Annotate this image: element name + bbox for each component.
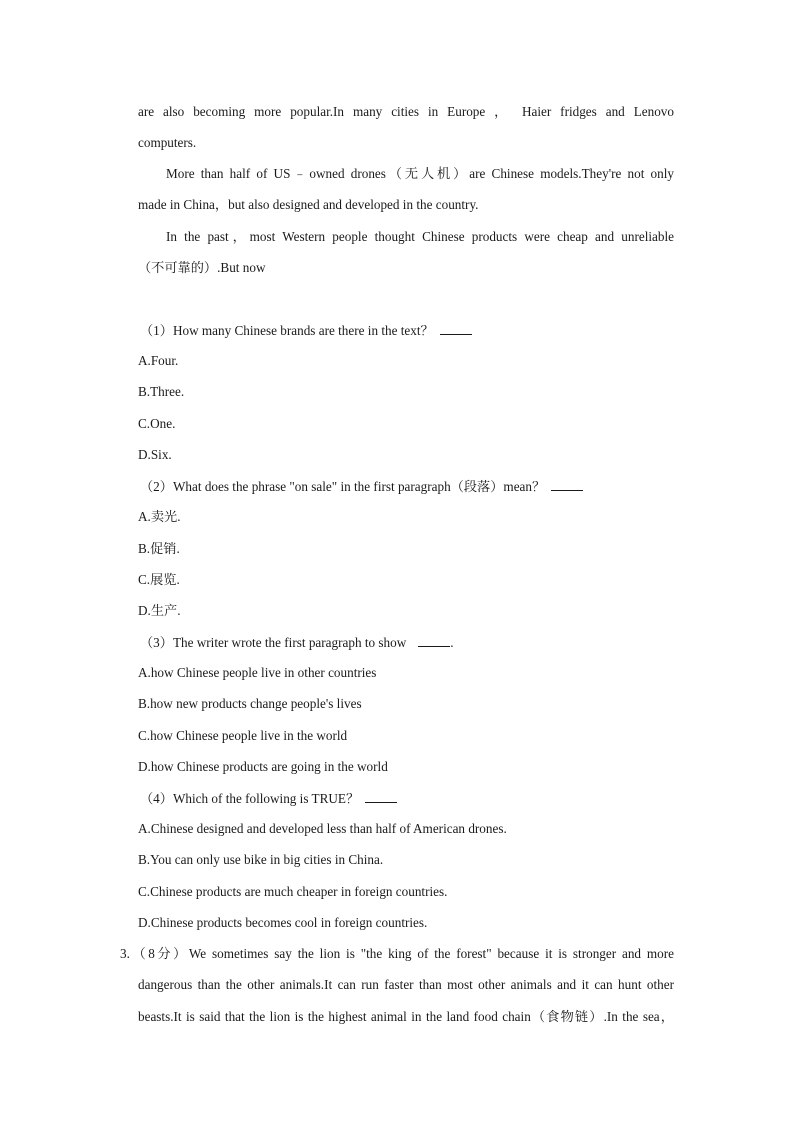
answer-blank[interactable] bbox=[551, 476, 583, 491]
question-stem bbox=[140, 632, 676, 652]
answer-option: D.how Chinese products are going in the world bbox=[138, 759, 388, 774]
answer-option: A.卖光. bbox=[138, 509, 181, 524]
question-stem bbox=[140, 788, 676, 808]
passage-line: computers. bbox=[138, 135, 197, 150]
answer-option: B.how new products change people's lives bbox=[138, 696, 362, 711]
answer-blank[interactable] bbox=[440, 320, 472, 335]
question-text: （1）How many Chinese brands are there in the text？ bbox=[140, 323, 434, 338]
passage-line: In the past，most Western people thought Chinese products were cheap and unreliable bbox=[166, 229, 674, 244]
answer-option: B.You can only use bike in big cities in China. bbox=[138, 852, 384, 867]
question-stem bbox=[140, 320, 676, 340]
answer-option: C.One. bbox=[138, 416, 176, 431]
passage-line: （不可靠的）.But now bbox=[138, 260, 266, 275]
question-end-punct: . bbox=[450, 635, 454, 650]
answer-option: D.Six. bbox=[138, 447, 172, 462]
answer-option: B.Three. bbox=[138, 384, 185, 399]
passage-line: More than half of US﹣owned drones（无人机）are Chinese models.They're not only bbox=[166, 166, 674, 181]
section-3-line: dangerous than the other animals.It can run faster than most other animals and it can hunt other bbox=[138, 977, 674, 992]
question-text: （2）What does the phrase "on sale" in the first paragraph（段落）mean？ bbox=[140, 479, 546, 494]
answer-option: D.生产. bbox=[138, 603, 181, 618]
question-text: （4）Which of the following is TRUE？ bbox=[140, 791, 360, 806]
answer-blank[interactable] bbox=[365, 788, 397, 803]
answer-option: C.how Chinese people live in the world bbox=[138, 728, 348, 743]
passage-line: are also becoming more popular.In many cities in Europe ， Haier fridges and Lenovo bbox=[138, 104, 674, 119]
answer-option: C.展览. bbox=[138, 572, 180, 587]
answer-option: A.Four. bbox=[138, 353, 179, 368]
answer-option: D.Chinese products becomes cool in foreign countries. bbox=[138, 915, 428, 930]
answer-option: A.Chinese designed and developed less than half of American drones. bbox=[138, 821, 507, 836]
passage-line: made in China，but also designed and developed in the country. bbox=[138, 197, 479, 212]
answer-blank[interactable] bbox=[418, 632, 450, 647]
answer-option: A.how Chinese people live in other countries bbox=[138, 665, 377, 680]
question-stem bbox=[140, 476, 676, 496]
answer-option: B.促销. bbox=[138, 541, 180, 556]
answer-option: C.Chinese products are much cheaper in foreign countries. bbox=[138, 884, 448, 899]
question-text: （3）The writer wrote the first paragraph to show bbox=[140, 635, 407, 650]
section-3-line: beasts.It is said that the lion is the highest animal in the land food chain（食物链）.In the sea， bbox=[138, 1009, 674, 1024]
section-3-line: 3.（8分）We sometimes say the lion is "the king of the forest" because it is stronger and more bbox=[120, 946, 674, 961]
